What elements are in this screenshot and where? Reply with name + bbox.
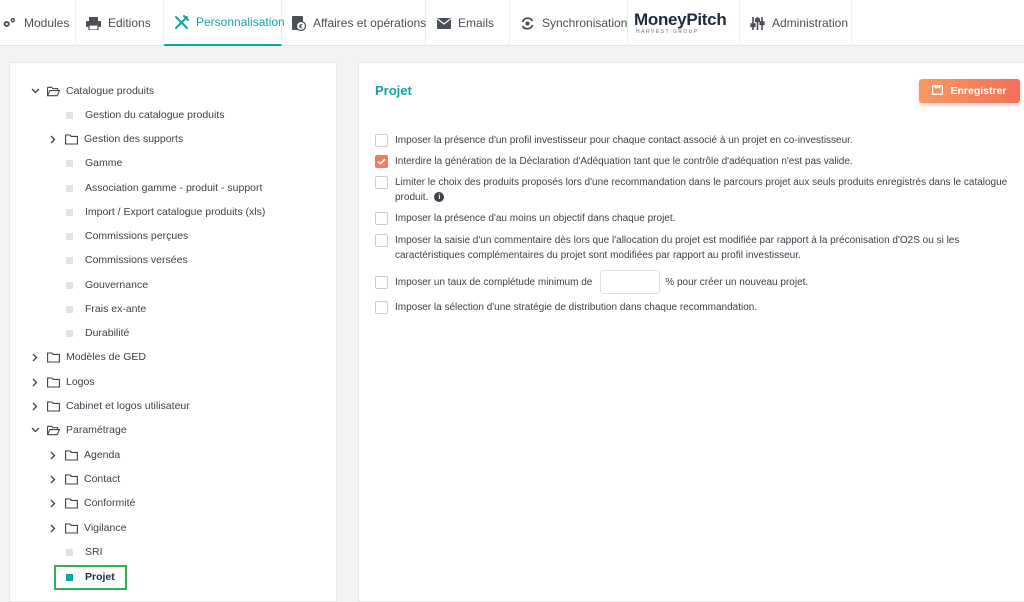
tree-item-commissions-percues[interactable] — [64, 226, 188, 246]
bullet-square-icon — [66, 257, 73, 264]
folder-icon — [47, 401, 60, 412]
nav-editions[interactable] — [76, 0, 164, 46]
chevron-right-icon — [48, 498, 58, 508]
completude-percent-input[interactable] — [600, 270, 660, 294]
option-row — [375, 133, 1015, 148]
tools-icon — [174, 15, 189, 30]
tree-item-label: Import / Export catalogue produits (xls) — [85, 206, 266, 218]
option-row — [375, 270, 808, 294]
tree-item-durabilite[interactable] — [64, 323, 129, 343]
save-icon — [932, 85, 943, 98]
chevron-right-icon — [48, 450, 58, 460]
option-checkbox[interactable] — [375, 212, 388, 225]
tree-item-parametrage[interactable] — [30, 420, 127, 440]
bullet-square-icon — [66, 330, 73, 337]
option-row — [375, 175, 1015, 205]
bullet-square-icon — [66, 209, 73, 216]
nav-modules[interactable] — [0, 0, 76, 46]
chevron-right-icon — [48, 134, 58, 144]
nav-personnalisation[interactable] — [164, 0, 285, 46]
moneypitch-logo[interactable] — [628, 0, 740, 46]
nav-personnalisation-label: Personnalisation — [196, 15, 285, 29]
tree-item-gamme[interactable] — [64, 153, 122, 173]
tree-item-label: Logos — [66, 376, 95, 388]
projet-settings-panel — [358, 62, 1024, 602]
checkmark-icon — [377, 158, 386, 165]
sync-icon — [520, 16, 535, 31]
bullet-square-icon — [66, 112, 73, 119]
nav-modules-label: Modules — [24, 16, 70, 30]
tree-item-gestion-supports[interactable] — [48, 129, 183, 149]
option-checkbox[interactable] — [375, 234, 388, 247]
chevron-down-icon — [30, 425, 40, 435]
tree-item-gestion-catalogue[interactable] — [64, 105, 225, 125]
tree-item-conformite[interactable] — [48, 493, 135, 513]
selection-highlight-box — [54, 565, 127, 590]
folder-open-icon — [47, 86, 60, 97]
tree-item-association[interactable] — [64, 178, 262, 198]
tree-item-label: SRI — [85, 546, 103, 558]
tree-item-label: Gestion des supports — [84, 133, 184, 145]
folder-icon — [65, 498, 78, 509]
info-icon[interactable]: i — [434, 192, 444, 202]
nav-administration-label: Administration — [772, 16, 849, 30]
svg-text:€: € — [298, 23, 304, 30]
bullet-square-icon — [66, 185, 73, 192]
tree-item-label: Gouvernance — [85, 279, 149, 291]
nav-synchronisation-label: Synchronisation — [542, 16, 628, 30]
nav-emails[interactable] — [426, 0, 510, 46]
option-label-after: % pour créer un nouveau projet. — [665, 276, 809, 288]
tree-item-contact[interactable] — [48, 469, 120, 489]
chevron-right-icon — [30, 401, 40, 411]
tree-item-commissions-versees[interactable] — [64, 250, 188, 270]
folder-icon — [65, 134, 78, 145]
nav-affaires-label: Affaires et opérations — [313, 16, 427, 30]
tree-item-label: Conformité — [84, 497, 136, 509]
tree-item-frais-ex-ante[interactable] — [64, 299, 146, 319]
option-row — [375, 233, 1015, 263]
chevron-down-icon — [30, 86, 40, 96]
folder-open-icon — [47, 425, 60, 436]
tree-item-label: Commissions perçues — [85, 230, 189, 242]
folder-icon — [65, 450, 78, 461]
option-label-before: Imposer un taux de complétude minimum de — [395, 276, 593, 288]
nav-affaires[interactable] — [282, 0, 426, 46]
gears-icon — [2, 16, 17, 31]
bullet-square-icon — [66, 282, 73, 289]
nav-emails-label: Emails — [458, 16, 495, 30]
tree-item-catalogue-produits[interactable] — [30, 81, 154, 101]
chevron-right-icon — [48, 474, 58, 484]
tree-item-label: Gamme — [85, 157, 123, 169]
option-label-wrapper — [395, 175, 1015, 205]
nav-synchronisation[interactable] — [510, 0, 628, 46]
option-label: Interdire la génération de la Déclaration d'Adéquation tant que le contrôle d'adéquation n'est pas valide. — [395, 156, 853, 167]
bullet-square-icon — [66, 160, 73, 167]
option-row — [375, 211, 1015, 226]
logo-subtext: HARVEST GROUP — [636, 29, 699, 35]
option-checkbox[interactable] — [375, 276, 388, 289]
tree-item-label: Agenda — [84, 449, 121, 461]
folder-icon — [47, 352, 60, 363]
tree-item-label: Modèles de GED — [66, 351, 146, 363]
option-row — [375, 154, 1015, 169]
option-label: Imposer la sélection d'une stratégie de distribution dans chaque recommandation. — [395, 302, 758, 313]
tree-item-label: Gestion du catalogue produits — [85, 109, 225, 121]
tree-item-label: Frais ex-ante — [85, 303, 147, 315]
nav-editions-label: Editions — [108, 16, 151, 30]
tree-item-label: Association gamme - produit - support — [85, 182, 263, 194]
chevron-right-icon — [30, 377, 40, 387]
tree-item-label: Durabilité — [85, 327, 130, 339]
tree-item-label: Cabinet et logos utilisateur — [66, 400, 190, 412]
tree-item-sri[interactable] — [64, 542, 103, 562]
page-title: Projet — [375, 83, 412, 98]
chevron-right-icon — [48, 523, 58, 533]
save-button-label: Enregistrer — [950, 85, 1007, 97]
folder-icon — [65, 474, 78, 485]
option-label: Imposer la saisie d'un commentaire dès lors que l'allocation du projet est modifiée par rapport à la préconisation d'O2S ou si les caractéristiques complémentaires du projet sont modifiées par rapport au profil investisseur. — [395, 235, 960, 261]
bullet-square-icon — [66, 549, 73, 556]
option-label: Imposer la présence d'au moins un objectif dans chaque projet. — [395, 213, 676, 224]
tree-item-label: Catalogue produits — [66, 85, 155, 97]
settings-tree-panel — [9, 62, 337, 602]
bullet-square-icon — [66, 306, 73, 313]
save-button[interactable] — [919, 79, 1020, 103]
tree-item-label: Projet — [85, 571, 115, 583]
folder-icon — [65, 523, 78, 534]
tree-item-label: Contact — [84, 473, 121, 485]
envelope-icon — [436, 16, 451, 31]
tree-item-logos[interactable] — [30, 372, 95, 392]
top-navigation — [0, 0, 1024, 46]
bullet-square-icon — [66, 233, 73, 240]
option-checkbox[interactable] — [375, 301, 388, 314]
folder-icon — [47, 377, 60, 388]
tree-item-gouvernance[interactable] — [64, 275, 148, 295]
tree-item-vigilance[interactable] — [48, 518, 126, 538]
sliders-icon — [750, 16, 765, 31]
printer-icon — [86, 16, 101, 31]
option-checkbox[interactable] — [375, 134, 388, 147]
option-checkbox-checked[interactable] — [375, 155, 388, 168]
tree-item-label: Vigilance — [84, 522, 127, 534]
nav-administration[interactable] — [740, 0, 852, 46]
tree-item-import-export[interactable] — [64, 202, 265, 222]
chevron-right-icon — [30, 352, 40, 362]
tree-item-modeles-ged[interactable] — [30, 347, 146, 367]
option-checkbox[interactable] — [375, 176, 388, 189]
option-label: Limiter le choix des produits proposés lors d'une recommandation dans le parcours projet aux seuls produits enregistrés dans le catalogue produit. — [395, 177, 1008, 203]
tree-item-agenda[interactable] — [48, 445, 120, 465]
tree-item-label: Commissions versées — [85, 254, 188, 266]
logo-text: MoneyPitch — [634, 10, 727, 29]
option-label: Imposer la présence d'un profil investisseur pour chaque contact associé à un projet en co-investisseur. — [395, 135, 853, 146]
euro-document-icon — [292, 16, 306, 31]
tree-item-label: Paramétrage — [66, 424, 127, 436]
option-row — [375, 300, 1015, 315]
tree-item-cabinet-logos[interactable] — [30, 396, 190, 416]
